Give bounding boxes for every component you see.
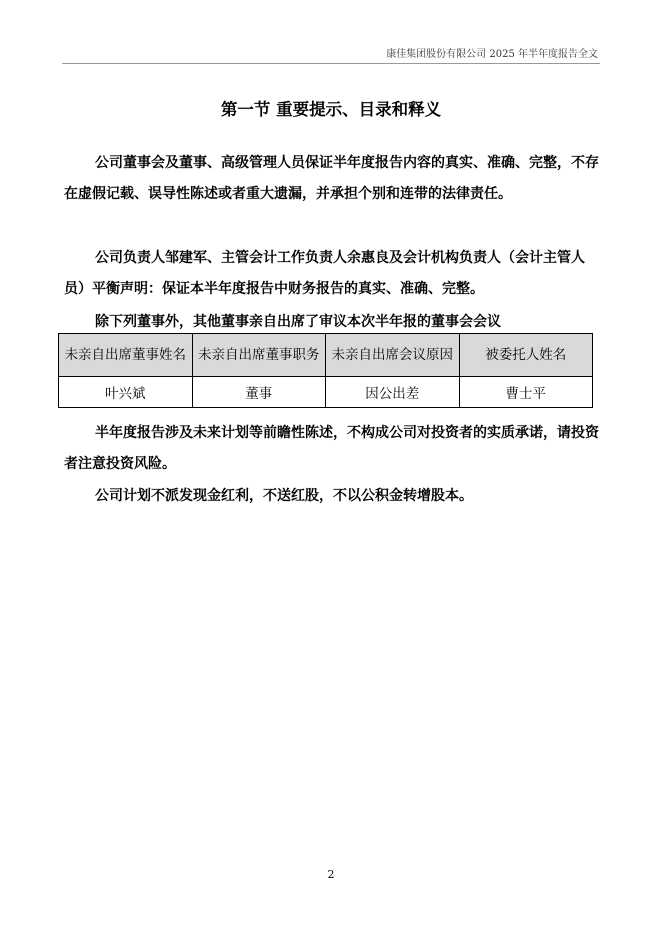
page-number: 2 [327, 868, 335, 881]
header-divider [62, 63, 600, 64]
section-title: 第一节 重要提示、目录和释义 [220, 100, 442, 119]
running-header: 康佳集团股份有限公司 2025 年半年度报告全文 [386, 49, 598, 60]
column-header-name: 未亲自出席董事姓名 [59, 334, 193, 377]
column-header-reason: 未亲自出席会议原因 [326, 334, 460, 377]
paragraph-dividend-plan: 公司计划不派发现金红利，不送红股，不以公积金转增股本。 [95, 488, 473, 504]
cell-absence-reason: 因公出差 [326, 377, 460, 408]
column-header-position: 未亲自出席董事职务 [192, 334, 326, 377]
paragraph-absent-directors-intro: 除下列董事外，其他董事亲自出席了审议本次半年报的董事会会议 [95, 314, 501, 330]
absent-directors-table [58, 333, 593, 408]
table-header-row [59, 334, 593, 377]
paragraph-board-guarantee: 公司董事会及董事、高级管理人员保证半年度报告内容的真实、准确、完整，不存在虚假记载、误导性陈述或者重大遗漏，并承担个别和连带的法律责任。 [64, 155, 599, 202]
cell-proxy-name: 曹士平 [459, 377, 593, 408]
paragraph-forward-looking: 半年度报告涉及未来计划等前瞻性陈述，不构成公司对投资者的实质承诺，请投资者注意投资风险。 [64, 425, 599, 472]
paragraph-responsible-persons: 公司负责人邹建军、主管会计工作负责人余惠良及会计机构负责人（会计主管人员）平衡声明：保证本半年度报告中财务报告的真实、准确、完整。 [64, 250, 585, 297]
cell-director-name: 叶兴斌 [59, 377, 193, 408]
table-row [59, 377, 593, 408]
cell-director-position: 董事 [192, 377, 326, 408]
column-header-proxy: 被委托人姓名 [459, 334, 593, 377]
